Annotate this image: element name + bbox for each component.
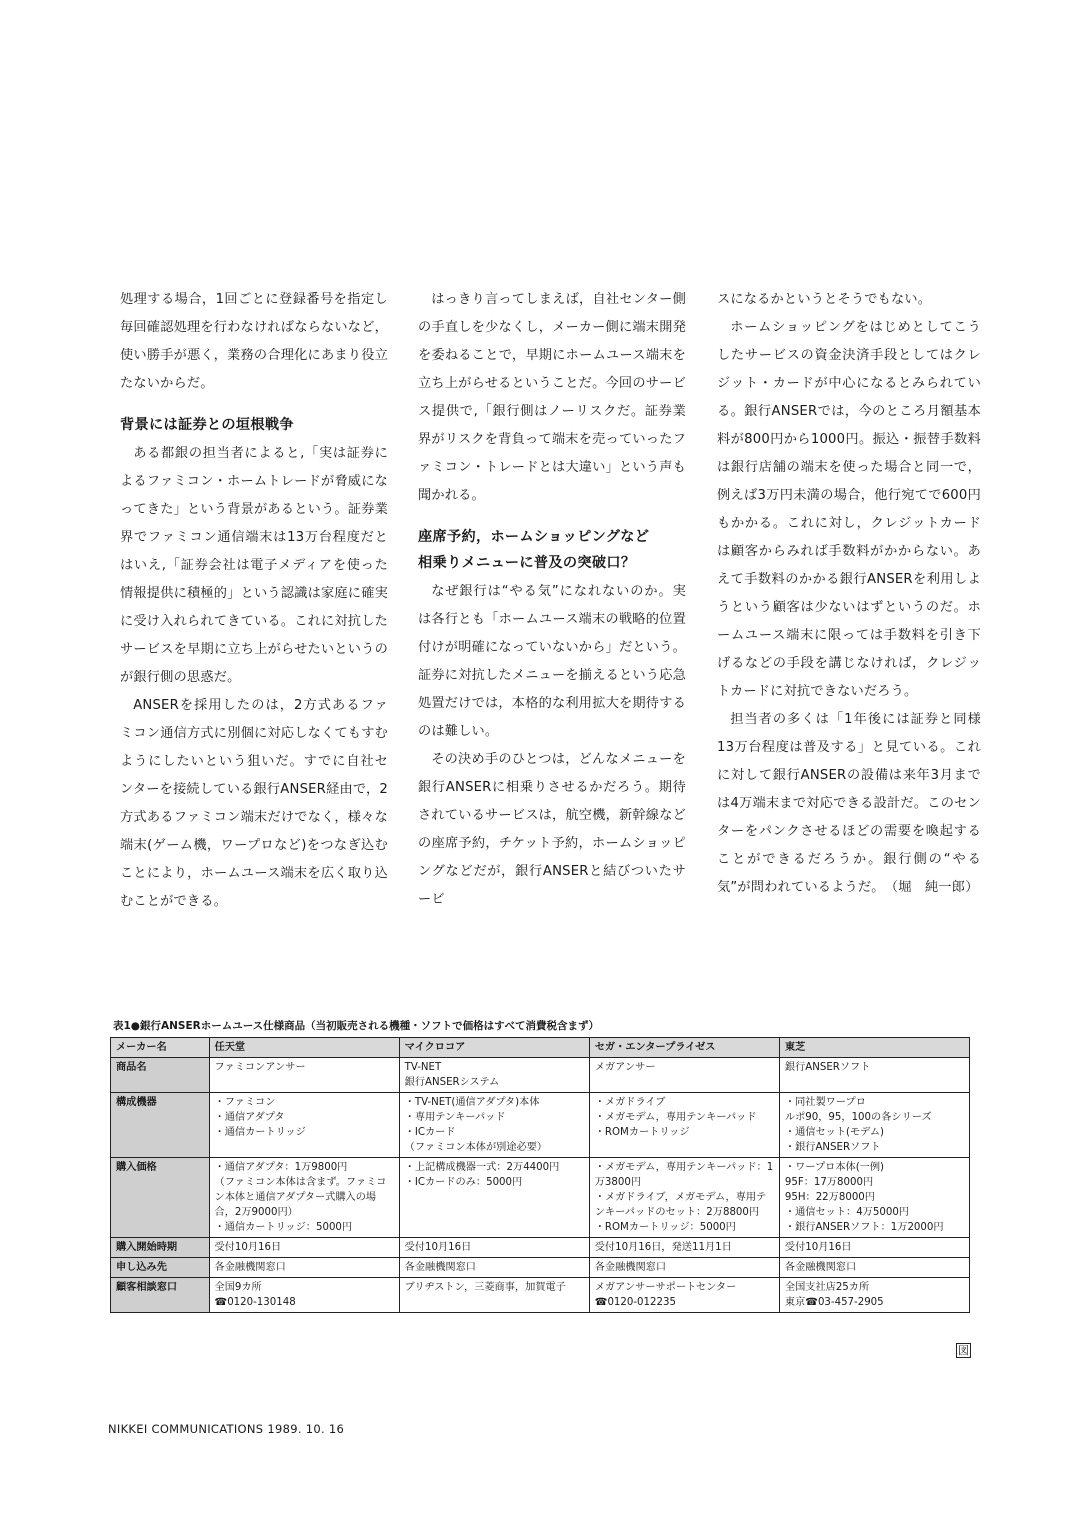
cell-line: ・同社製ワープロ (784, 1097, 866, 1108)
cell-line: 各金融機関窓口 (594, 1262, 667, 1273)
cell-line: ・銀行ANSERソフト (784, 1142, 881, 1153)
table-cell (779, 1238, 969, 1258)
table-cell (589, 1238, 779, 1258)
row-label: 顧客相談窓口 (111, 1278, 210, 1313)
cell-line: ・ワープロ本体(一例) (784, 1162, 885, 1173)
cell-line: ・通信セット：4万5000円 (784, 1207, 909, 1218)
table-caption: 表1●銀行ANSERホームユース仕様商品（当初販売される機種・ソフトで価格はすべて消費税含まず） (113, 1020, 599, 1032)
table-row (111, 1058, 970, 1093)
end-mark-icon: 図 (958, 1344, 969, 1357)
paragraph: 処理する場合，1回ごとに登録番号を指定し毎回確認処理を行わなければならないなど，使い勝手が悪く，業務の合理化にあまり役立たないからだ。 (120, 292, 388, 391)
paragraph: ある都銀の担当者によると,「実は証券によるファミコン・ホームトレードが脅威になってきた」という背景があるという。証券業界でファミコン通信端末は13万台程度だとはいえ,「証券会社は電子メディアを使った情報提供に積極的」という認識は家庭に確実に受け入れられてきている。これに対抗したサービスを早期に立ち上がらせたいというのが銀行側の思惑だ。 (120, 446, 388, 685)
table-cell (209, 1158, 399, 1238)
cell-line: ブリヂストン，三菱商事，加賀電子 (404, 1282, 566, 1293)
table-cell (399, 1158, 589, 1238)
table-row (111, 1278, 970, 1313)
table-header-row (111, 1038, 970, 1058)
cell-line: 受付10月16日 (214, 1242, 282, 1253)
cell-line: ・通信アダプタ (214, 1112, 285, 1123)
row-label: 購入開始時期 (111, 1238, 210, 1258)
paragraph: なぜ銀行は“やる気”になれないのか。実は各行とも「ホームユース端末の戦略的位置付けが明確になっていないから」だという。証券に対抗したメニューを揃えるという応急処置だけでは，本格的な利用拡大を期待するのは難しい。 (418, 584, 686, 739)
table-cell (779, 1278, 969, 1313)
cell-line: 各金融機関窓口 (214, 1262, 286, 1273)
article-column-1 (120, 286, 388, 916)
table-cell (589, 1158, 779, 1238)
header-maker: 東芝 (779, 1038, 969, 1058)
cell-line: ・ICカードのみ：5000円 (404, 1177, 523, 1188)
header-maker: マイクロコア (399, 1038, 589, 1058)
cell-line: （ファミコン本体が別途必要） (404, 1142, 548, 1153)
table-row (111, 1093, 970, 1158)
table-cell (209, 1093, 399, 1158)
paragraph: その決め手のひとつは，どんなメニューを銀行ANSERに相乗りさせるかだろう。期待されているサービスは，航空機，新幹線などの座席予約，チケット予約，ホームショッピングなどだが，銀行ANSERと結びついたサービ (418, 752, 686, 907)
cell-line: 受付10月16日 (784, 1242, 852, 1253)
cell-line: 各金融機関窓口 (404, 1262, 476, 1273)
cell-line: 受付10月16日，発送11月1日 (594, 1242, 732, 1253)
cell-line: ☎0120-012235 (594, 1297, 676, 1308)
cell-line: ・通信セット(モデム) (784, 1127, 885, 1138)
cell-line: ファミコンアンサー (214, 1062, 306, 1073)
header-maker: セガ・エンタープライゼス (589, 1038, 779, 1058)
table-cell (589, 1258, 779, 1278)
paragraph: はっきり言ってしまえば，自社センター側の手直しを少なくし，メーカー側に端末開発を委ねることで，早期にホームユース端末を立ち上がらせるということだ。今回のサービス提供で,「銀行側はノーリスクだ。証券業界がリスクを背負って端末を売っていったファミコン・トレードとは大違い」という声も聞かれる。 (418, 292, 686, 503)
cell-line: 銀行ANSERソフト (784, 1062, 871, 1073)
cell-line: メガアンサー (594, 1062, 656, 1073)
section-heading: 背景には証券との垣根戦争 (120, 417, 294, 433)
cell-line: 全国支社店25カ所 (784, 1282, 870, 1293)
cell-line: ルポ90，95，100の各シリーズ (784, 1112, 932, 1123)
header-maker: 任天堂 (209, 1038, 399, 1058)
table-row (111, 1238, 970, 1258)
row-label: 購入価格 (111, 1158, 210, 1238)
cell-line: ・銀行ANSERソフト：1万2000円 (784, 1222, 944, 1233)
cell-line: 全国9カ所 (214, 1282, 262, 1293)
heading-line: 相乗りメニューに普及の突破口？ (418, 555, 636, 571)
cell-line: 95F：17万8000円 (784, 1177, 874, 1188)
row-label: 申し込み先 (111, 1258, 210, 1278)
table-cell (779, 1058, 969, 1093)
header-label: メーカー名 (111, 1038, 210, 1058)
cell-line: （ファミコン本体は含まず。ファミコン本体と通信アダプター式購入の場合，2万9000円） (214, 1177, 387, 1218)
table-cell (399, 1258, 589, 1278)
table-cell (209, 1278, 399, 1313)
cell-line: ・通信カートリッジ：5000円 (214, 1222, 353, 1233)
cell-line: ・メガモデム，専用テンキーパッド (594, 1112, 757, 1123)
cell-line: TV-NET (404, 1062, 442, 1073)
page-footer: NIKKEI COMMUNICATIONS 1989. 10. 16 (108, 1422, 345, 1436)
row-label: 構成機器 (111, 1093, 210, 1158)
table-cell (209, 1238, 399, 1258)
table-cell (779, 1258, 969, 1278)
table-cell (589, 1058, 779, 1093)
cell-line: ・上記構成機器一式：2万4400円 (404, 1162, 560, 1173)
paragraph: スになるかというとそうでもない。 (717, 292, 932, 307)
cell-line: 東京☎03-457-2905 (784, 1297, 884, 1308)
cell-line: ・専用テンキーパッド (404, 1112, 506, 1123)
table-cell (779, 1158, 969, 1238)
table-cell (589, 1093, 779, 1158)
cell-line: 各金融機関窓口 (784, 1262, 857, 1273)
cell-line: ☎0120-130148 (214, 1297, 296, 1308)
paragraph: ホームショッピングをはじめとしてこうしたサービスの資金決済手段としてはクレジット・カードが中心になるとみられている。銀行ANSERでは，今のところ月額基本料が800円から1000円。振込・振替手数料は銀行店舗の端末を使った場合と同一で，例えば3万円未満の場合，他行宛てで600円もかかる。これに対し，クレジットカードは顧客からみれば手数料がかからない。あえて手数料のかかる銀行ANSERを利用しようという顧客は少ないはずというのだ。ホームユース端末に限っては手数料を引き下げるなどの手段を講じなければ，クレジットカードに対抗できないだろう。 (717, 320, 981, 699)
table-cell (209, 1258, 399, 1278)
cell-line: 銀行ANSERシステム (404, 1077, 500, 1088)
table-cell (589, 1278, 779, 1313)
cell-line: ・ICカード (404, 1127, 456, 1138)
heading-line: 座席予約，ホームショッピングなど (418, 529, 650, 545)
table-cell (779, 1093, 969, 1158)
cell-line: ・ROMカートリッジ (594, 1127, 690, 1138)
paragraph: 担当者の多くは「1年後には証券と同様13万台程度は普及する」と見ている。これに対して銀行ANSERの設備は来年3月までは4万端末まで対応できる設計だ。このセンターをパンクさせるほどの需要を喚起することができるだろうか。銀行側の“やる気”が問われているようだ。 （堀 純一郎） (717, 712, 981, 895)
cell-line: ・TV-NET(通信アダプタ)本体 (404, 1097, 540, 1108)
table-cell (399, 1238, 589, 1258)
cell-line: ・ファミコン (214, 1097, 276, 1108)
cell-line: 95H：22万8000円 (784, 1192, 875, 1203)
cell-line: ・通信アダプタ：1万9800円 (214, 1162, 348, 1173)
section-heading (418, 524, 686, 576)
product-spec-table (110, 1037, 970, 1313)
article-column-2 (418, 286, 686, 914)
table-row (111, 1158, 970, 1238)
cell-line: ・メガドライブ，メガモデム，専用テンキーパッドのセット：2万8800円 (594, 1192, 767, 1218)
cell-line: メガアンサーサポートセンター (594, 1282, 737, 1293)
cell-line: ・メガドライブ (594, 1097, 666, 1108)
article-column-3 (717, 286, 981, 902)
cell-line: ・ROMカートリッジ：5000円 (594, 1222, 736, 1233)
table-cell (209, 1058, 399, 1093)
cell-line: ・メガモデム，専用テンキーパッド：1万3800円 (594, 1162, 774, 1188)
row-label: 商品名 (111, 1058, 210, 1093)
paragraph: ANSERを採用したのは，2方式あるファミコン通信方式に別個に対応しなくてもすむようにしたいという狙いだ。すでに自社センターを接続している銀行ANSER経由で，2方式あるファミコン端末だけでなく，様々な端末(ゲーム機，ワープロなど)をつなぎ込むことにより，ホームユース端末を広く取り込むことができる。 (120, 698, 388, 909)
table-cell (399, 1058, 589, 1093)
table-cell (399, 1093, 589, 1158)
table-row (111, 1258, 970, 1278)
cell-line: 受付10月16日 (404, 1242, 472, 1253)
table-body (111, 1058, 970, 1313)
table-cell (399, 1278, 589, 1313)
cell-line: ・通信カートリッジ (214, 1127, 306, 1138)
